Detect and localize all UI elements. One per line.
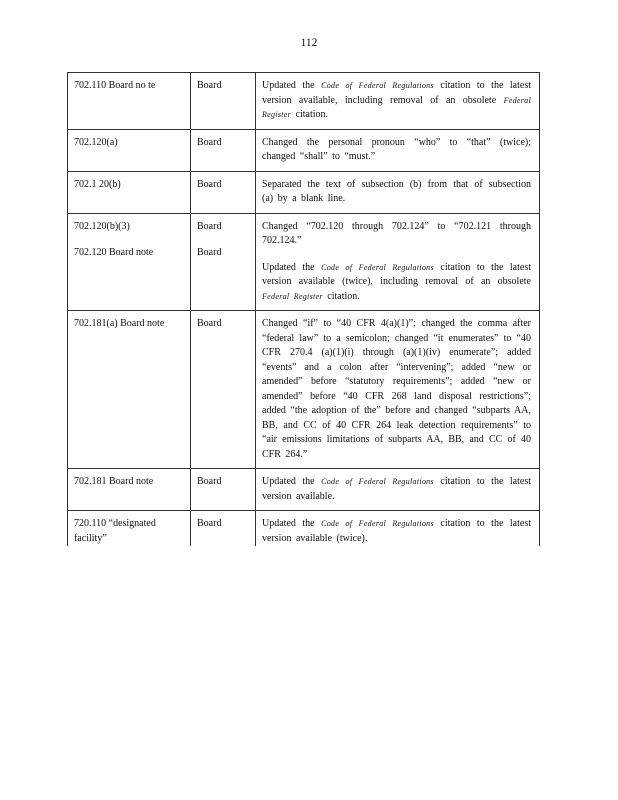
description-cell xyxy=(256,171,540,213)
description-text: citation to the latest version available (twice), including removal of an obsolete xyxy=(262,261,532,287)
source-entry: Board xyxy=(197,247,222,258)
description-text: Changed the personal pronoun “who” to “that” (twice); changed “shall” to “must.” xyxy=(262,136,531,162)
source-cell: Board xyxy=(191,171,256,213)
description-text: Changed “if” to “40 CFR 4(a)(1)”; changed the comma after “federal law” to a semicolon; changed “it enumerates” to “40 CFR 270.4 (a)(1)(i) through (a)(1)(iv) enumerate”; added “events” and a colon after “intervening”; added “new or amended” before “statutory requirements”; added “new or amended” before “40 CFR 268 land disposal restrictions”; added “the adoption of the” before and changed “subparts AA, BB, and CC of 40 CFR 264 leak detection requirements” to “air emissions limitations of subparts AA, BB, and CC of 40 CFR 264.” xyxy=(262,318,531,460)
description-cell xyxy=(256,469,540,511)
citation-title: Federal Register xyxy=(262,291,323,301)
table-row xyxy=(68,469,540,511)
description-text: citation. xyxy=(291,109,329,120)
section-cell: 702.110 Board no te xyxy=(68,73,191,130)
description-cell xyxy=(256,311,540,469)
section-entry: 702.120 Board note xyxy=(74,247,154,258)
source-entry: Board xyxy=(197,220,222,232)
source-cell: Board xyxy=(191,469,256,511)
table-row xyxy=(68,171,540,213)
section-cell: 702.181 Board note xyxy=(68,469,191,511)
section-cell: 702.120(a) xyxy=(68,129,191,171)
citation-title: Code of Federal Regulations xyxy=(321,477,434,486)
section-cell xyxy=(68,213,191,311)
table-row xyxy=(68,73,540,130)
section-cell: 720.110 “designated facility” xyxy=(68,511,191,547)
description-cell xyxy=(256,511,540,547)
description-text: citation to the latest version available, including removal of an obsolete xyxy=(262,80,532,106)
description-text: citation to the latest version available. xyxy=(262,476,532,502)
table-row xyxy=(68,213,540,311)
source-cell: Board xyxy=(191,311,256,469)
table-row xyxy=(68,511,540,547)
citation-title: Federal Register xyxy=(262,95,531,119)
description-cell xyxy=(256,213,540,311)
table-row xyxy=(68,311,540,469)
source-cell: Board xyxy=(191,129,256,171)
source-cell: Board xyxy=(191,511,256,547)
amendments-table xyxy=(67,72,540,546)
description-entry: Changed “702.120 through 702.124” to “702.121 through 702.124.” xyxy=(262,220,531,246)
source-cell: Board xyxy=(191,73,256,130)
description-text: Updated the xyxy=(262,518,322,529)
citation-title: Code of Federal Regulations xyxy=(321,81,434,90)
source-cell xyxy=(191,213,256,311)
description-text: Updated the xyxy=(262,476,322,487)
description-cell xyxy=(256,73,540,130)
section-entry: 702.120(b)(3) xyxy=(74,220,130,232)
description-text: Separated the text of subsection (b) from that of subsection (a) by a blank line. xyxy=(262,178,531,204)
citation-title: Code of Federal Regulations xyxy=(321,519,434,528)
description-text: citation to the latest version available (twice). xyxy=(262,518,532,544)
table-row xyxy=(68,129,540,171)
description-text: Updated the xyxy=(262,80,322,91)
description-cell xyxy=(256,129,540,171)
description-text: Updated the xyxy=(262,261,322,273)
page-number: 112 xyxy=(300,37,318,49)
section-cell: 702.1 20(b) xyxy=(68,171,191,213)
description-text: citation. xyxy=(322,290,360,302)
citation-title: Code of Federal Regulations xyxy=(321,262,434,272)
description-entry xyxy=(262,261,531,305)
section-cell: 702.181(a) Board note xyxy=(68,311,191,469)
